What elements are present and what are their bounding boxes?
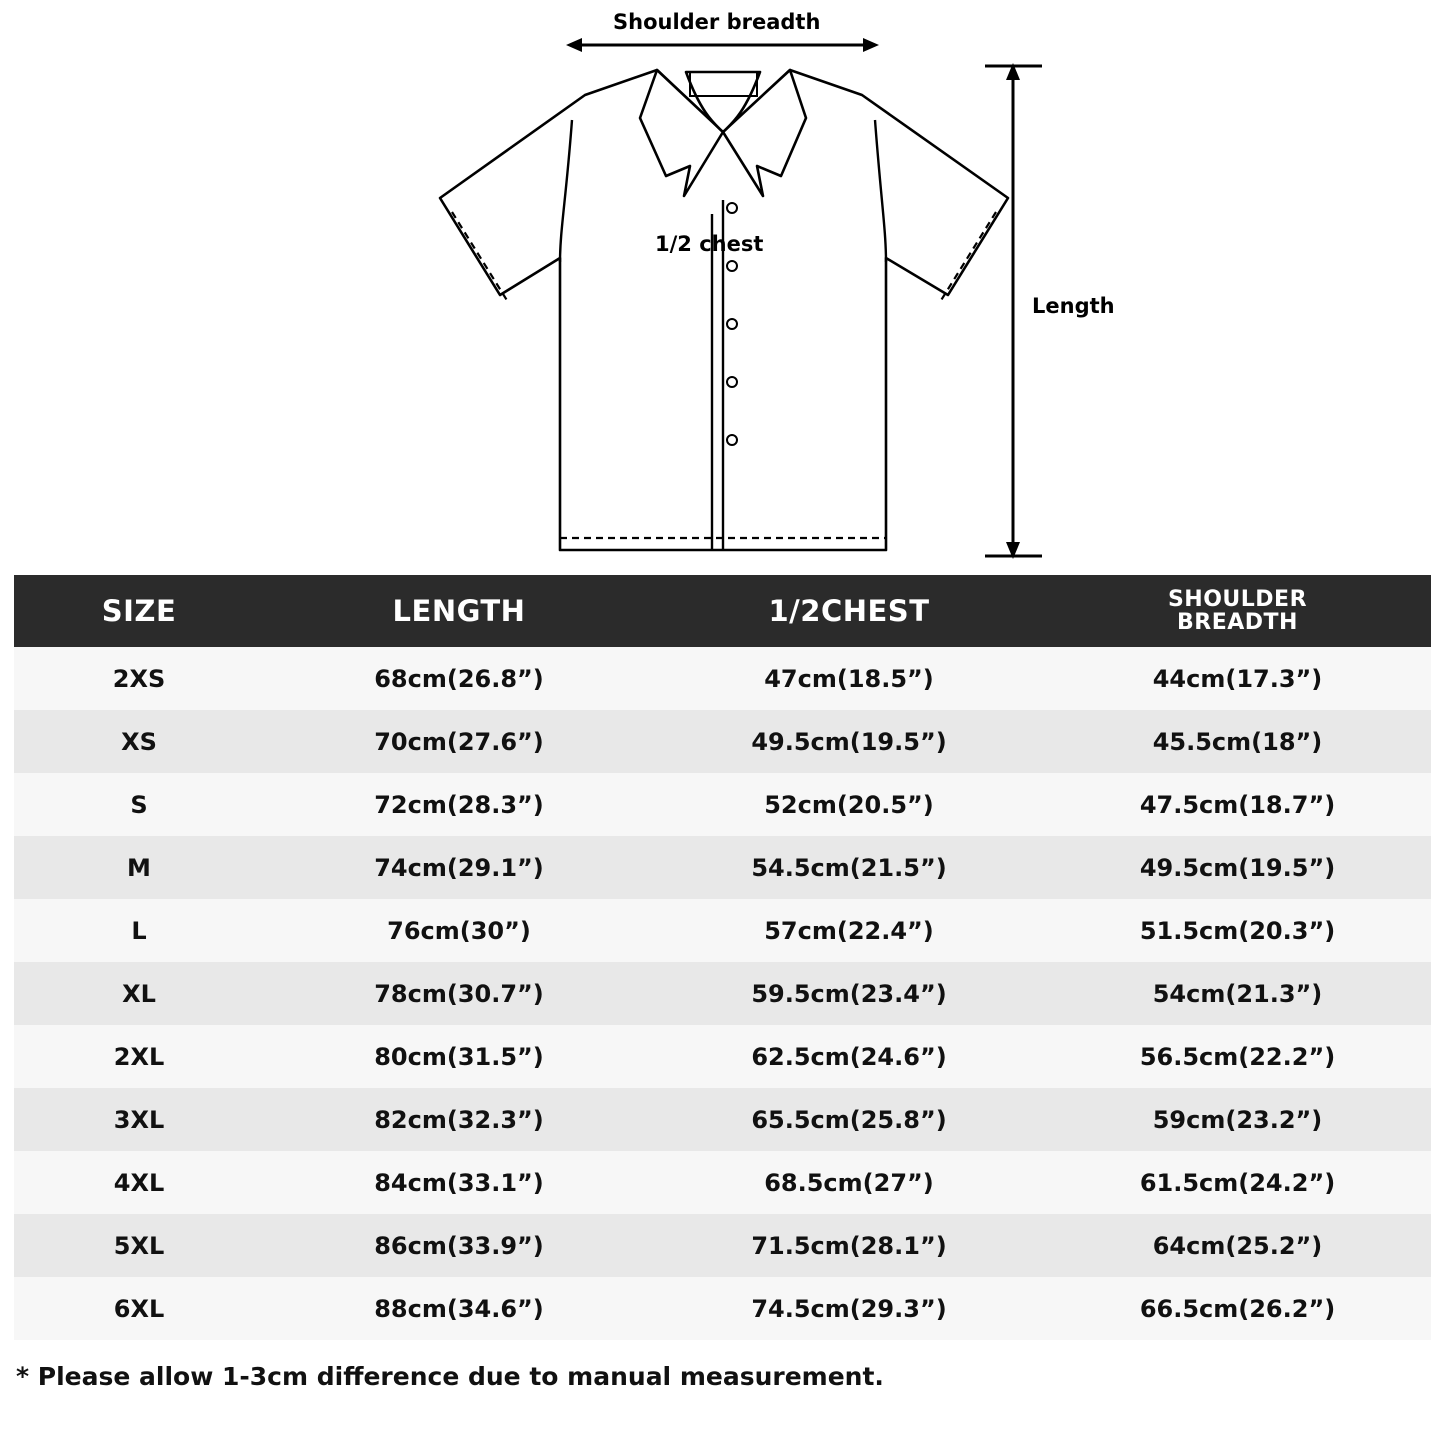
cell-shoulder: 54cm(21.3”) xyxy=(1152,979,1323,1008)
cell-size: 6XL xyxy=(113,1294,165,1323)
header-half-chest: 1/2CHEST xyxy=(654,575,1044,647)
cell-half-chest: 71.5cm(28.1”) xyxy=(751,1231,947,1260)
size-diagram xyxy=(0,0,1445,575)
cell-length: 88cm(34.6”) xyxy=(374,1294,544,1323)
cell-length: 80cm(31.5”) xyxy=(374,1042,544,1071)
table-row xyxy=(14,773,1431,836)
shoulder-arrow-head-right xyxy=(863,38,879,52)
header-length: LENGTH xyxy=(264,575,654,647)
cell-length: 86cm(33.9”) xyxy=(374,1231,544,1260)
cell-shoulder: 51.5cm(20.3”) xyxy=(1139,916,1336,945)
cell-length: 68cm(26.8”) xyxy=(374,664,544,693)
shirt-technical-drawing xyxy=(0,0,1445,575)
cell-half-chest: 49.5cm(19.5”) xyxy=(751,727,947,756)
cell-length: 74cm(29.1”) xyxy=(374,853,544,882)
cell-shoulder: 45.5cm(18”) xyxy=(1152,727,1323,756)
cell-size: 2XL xyxy=(113,1042,165,1071)
cell-half-chest: 62.5cm(24.6”) xyxy=(751,1042,947,1071)
cell-shoulder: 44cm(17.3”) xyxy=(1152,664,1323,693)
cell-size: 4XL xyxy=(113,1168,165,1197)
cell-shoulder: 59cm(23.2”) xyxy=(1152,1105,1323,1134)
shoulder-breadth-label: Shoulder breadth xyxy=(613,10,821,34)
table-row xyxy=(14,1151,1431,1214)
table-row xyxy=(14,836,1431,899)
cell-shoulder: 49.5cm(19.5”) xyxy=(1139,853,1336,882)
cell-length: 82cm(32.3”) xyxy=(374,1105,544,1134)
length-label: Length xyxy=(1032,294,1115,318)
header-size: SIZE xyxy=(14,575,264,647)
cell-half-chest: 54.5cm(21.5”) xyxy=(751,853,947,882)
size-chart-table xyxy=(14,575,1431,1340)
cell-half-chest: 52cm(20.5”) xyxy=(764,790,934,819)
header-shoulder-line2: BREADTH xyxy=(1177,610,1298,635)
cell-size: L xyxy=(131,916,147,945)
cell-size: S xyxy=(130,790,148,819)
cell-length: 70cm(27.6”) xyxy=(374,727,544,756)
cell-shoulder: 61.5cm(24.2”) xyxy=(1139,1168,1336,1197)
header-shoulder-breadth xyxy=(1044,575,1431,647)
cell-shoulder: 56.5cm(22.2”) xyxy=(1139,1042,1336,1071)
cell-half-chest: 68.5cm(27”) xyxy=(764,1168,934,1197)
table-row xyxy=(14,899,1431,962)
cell-size: XS xyxy=(121,727,157,756)
cell-size: M xyxy=(127,853,151,882)
table-row xyxy=(14,1025,1431,1088)
cell-length: 84cm(33.1”) xyxy=(374,1168,544,1197)
cell-half-chest: 57cm(22.4”) xyxy=(764,916,934,945)
cell-shoulder: 66.5cm(26.2”) xyxy=(1139,1294,1336,1323)
table-header-row xyxy=(14,575,1431,647)
cell-size: 5XL xyxy=(113,1231,165,1260)
cell-length: 72cm(28.3”) xyxy=(374,790,544,819)
measurement-footnote: * Please allow 1-3cm difference due to manual measurement. xyxy=(16,1362,884,1391)
cell-length: 78cm(30.7”) xyxy=(374,979,544,1008)
cell-size: 3XL xyxy=(113,1105,165,1134)
shoulder-arrow-head-left xyxy=(566,38,582,52)
cell-size: 2XS xyxy=(112,664,166,693)
cell-shoulder: 64cm(25.2”) xyxy=(1152,1231,1323,1260)
header-shoulder-line1: SHOULDER xyxy=(1167,586,1308,612)
table-row xyxy=(14,647,1431,710)
cell-half-chest: 65.5cm(25.8”) xyxy=(751,1105,947,1134)
table-row xyxy=(14,1088,1431,1151)
table-row xyxy=(14,1214,1431,1277)
table-row xyxy=(14,1277,1431,1340)
cell-size: XL xyxy=(122,979,156,1008)
half-chest-label: 1/2 chest xyxy=(655,232,764,256)
cell-half-chest: 47cm(18.5”) xyxy=(764,664,934,693)
table-row xyxy=(14,962,1431,1025)
cell-shoulder: 47.5cm(18.7”) xyxy=(1139,790,1336,819)
cell-half-chest: 74.5cm(29.3”) xyxy=(751,1294,947,1323)
cell-length: 76cm(30”) xyxy=(387,916,531,945)
table-row xyxy=(14,710,1431,773)
cell-half-chest: 59.5cm(23.4”) xyxy=(751,979,947,1008)
